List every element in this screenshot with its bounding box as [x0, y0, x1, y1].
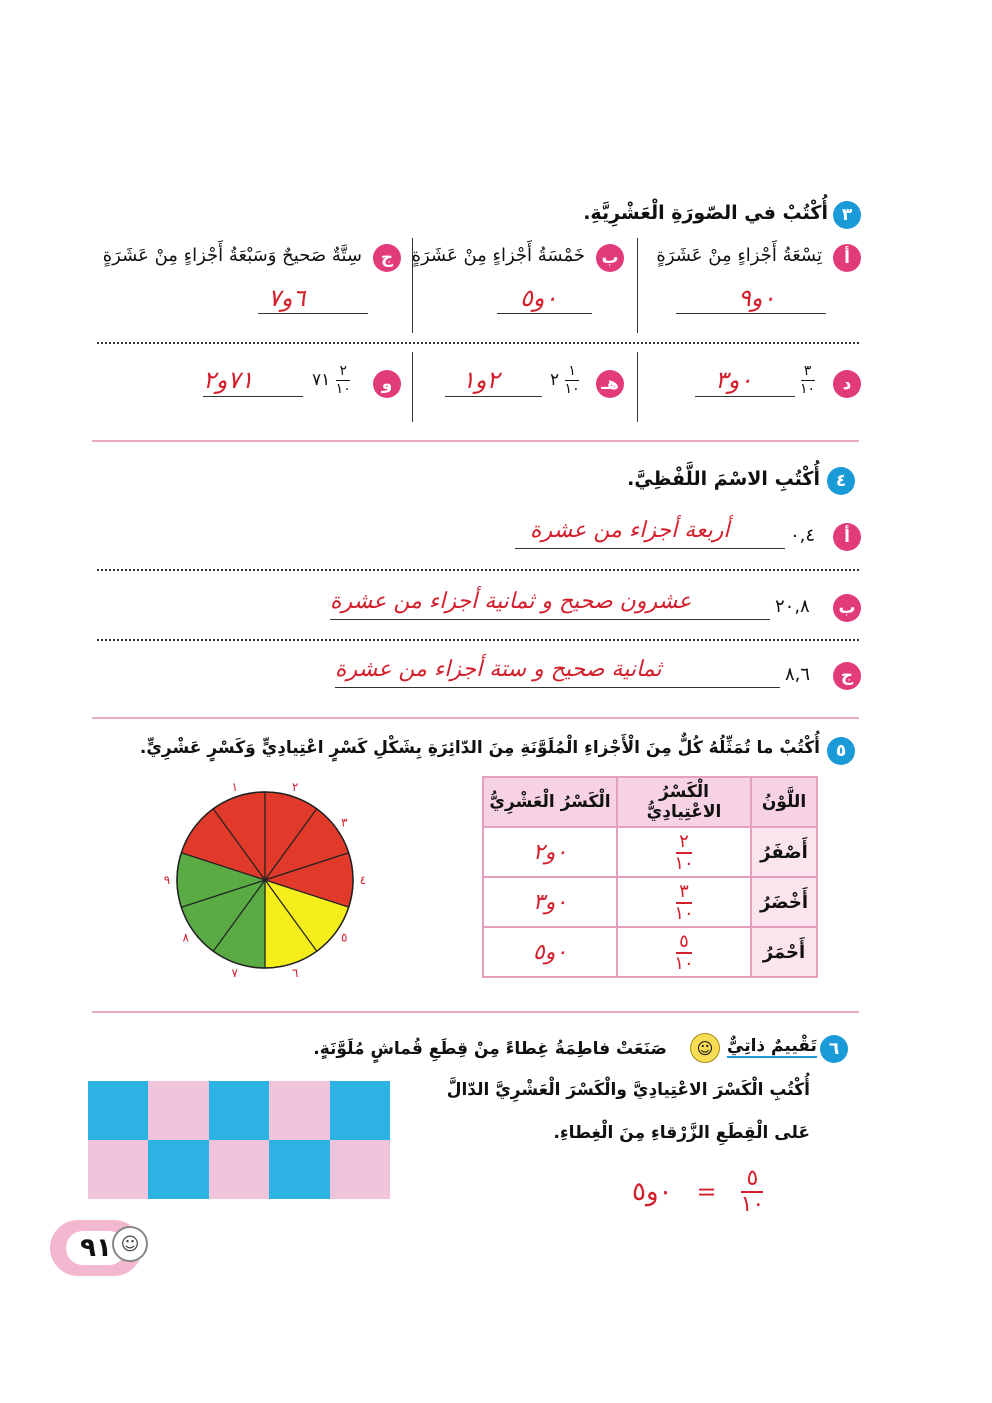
table-header-row — [483, 777, 817, 827]
fabric-square — [269, 1081, 329, 1140]
q4-item-c-value: ٨,٦ — [785, 664, 811, 685]
q4-item-a-value: ٠,٤ — [790, 525, 816, 546]
q3-item-c-answer: ٦و٧ — [268, 284, 306, 312]
column-separator — [637, 352, 638, 422]
fabric-square — [269, 1140, 329, 1199]
row-common-fraction: ٢ ١٠ — [617, 827, 751, 877]
q3-item-a-answer: ٠و٩ — [738, 284, 776, 312]
q3-item-d-answer: ٠و٣ — [715, 366, 753, 394]
pie-count-mark: ٨ — [182, 930, 189, 945]
q6-answer-fraction: ٥ ١٠ — [740, 1166, 765, 1217]
column-separator — [637, 238, 638, 333]
pie-count-mark: ٦ — [292, 966, 299, 980]
fabric-square — [148, 1081, 208, 1140]
q3-item-f-answer: ٧١و٢ — [203, 366, 254, 394]
section-divider — [92, 717, 859, 719]
row-decimal: ٠و٥ — [483, 927, 617, 977]
q3-item-c-letter: ج — [373, 244, 401, 272]
q4-item-a-letter: أ — [833, 523, 861, 551]
fabric-square — [330, 1081, 390, 1140]
header-color: اللَّوْنُ — [751, 777, 817, 827]
q3-item-f-answer-line — [203, 396, 303, 397]
fabric-square — [148, 1140, 208, 1199]
q4-item-c-letter: ج — [833, 662, 861, 690]
table-row — [483, 927, 817, 977]
page-number: ٩١ — [66, 1231, 126, 1265]
q4-item-b-letter: ب — [833, 594, 861, 622]
fabric-square — [330, 1140, 390, 1199]
q3-item-a-answer-line — [676, 313, 826, 314]
q6-answer-equals: = — [696, 1178, 717, 1206]
pie-count-mark: ٤ — [359, 873, 367, 887]
q3-item-c-answer-line — [258, 313, 368, 314]
q3-item-e-answer: ٢و١ — [462, 366, 500, 394]
dotted-separator — [97, 639, 859, 641]
thinking-face-icon: ☺ — [690, 1033, 720, 1063]
fabric-square — [88, 1140, 148, 1199]
q5-table — [482, 776, 818, 978]
row-decimal: ٠و٣ — [483, 877, 617, 927]
smiley-clock-icon: ☺ — [112, 1226, 148, 1262]
q3-item-d-fraction: $\frac{٣}{١٠}$ — [800, 363, 816, 397]
table-row — [483, 877, 817, 927]
q4-item-c-answer-line — [335, 687, 780, 688]
row-common-fraction: ٥ ١٠ — [617, 927, 751, 977]
q3-item-f-fraction: $\frac{٢}{١٠}$ ٧١ — [312, 363, 351, 397]
row-color: أَحْمَرُ — [751, 927, 817, 977]
header-common-fraction: الْكَسْرُ الاعْتِيادِيُّ — [617, 777, 751, 827]
pie-count-mark: ٧ — [231, 966, 238, 980]
question-3-title: أُكْتُبْ في الصّورَةِ الْعَشْرِيَّةِ. — [583, 202, 828, 224]
q6-fabric-cover — [88, 1081, 390, 1199]
q3-item-a-letter: أ — [833, 244, 861, 272]
q3-item-e-letter: هـ — [596, 370, 624, 398]
q3-item-f-letter: و — [373, 370, 401, 398]
row-decimal: ٠و٢ — [483, 827, 617, 877]
q3-item-c-label: سِتَّةٌ صَحيحٌ وَسَبْعَةُ أَجْزاءٍ مِنْ عَشَرَةٍ — [102, 245, 362, 266]
q3-item-d-answer-line — [695, 396, 795, 397]
q5-pie-chart — [160, 770, 375, 980]
q4-item-c-answer: ثمانية صحيح و ستة أجزاء من عشرة — [335, 657, 662, 682]
row-color: أَصْفَرُ — [751, 827, 817, 877]
fabric-square — [88, 1081, 148, 1140]
question-3-badge: ٣ — [833, 201, 861, 229]
column-separator — [412, 352, 413, 422]
q4-item-a-answer: أربعة أجزاء من عشرة — [530, 518, 730, 543]
pie-count-mark: ٢ — [292, 779, 299, 794]
q4-item-b-answer: عشرون صحيح و ثمانية أجزاء من عشرة — [330, 589, 692, 614]
q3-item-b-letter: ب — [596, 244, 624, 272]
q6-intro: صَنَعَتْ فاطِمَةُ غِطاءً مِنْ قِطَعِ قُماشٍ مُلَوَّنَةٍ. — [313, 1039, 667, 1059]
question-5-title: أُكْتُبْ ما تُمَثِّلُهُ كُلٌّ مِنَ الْأَجْزاءِ الْمُلَوَّنَةِ مِنَ الدّائِرَةِ بِشَكْلِ كَسْرٍ اعْتِيادِيٍّ وَكَسْرٍ عَشْرِيٍّ. — [139, 738, 820, 758]
header-decimal-fraction: الْكَسْرُ الْعَشْرِيُّ — [483, 777, 617, 827]
q6-instruction-line1: أُكْتُبِ الْكَسْرَ الاعْتِيادِيَّ والْكَسْرَ الْعَشْرِيَّ الدّالَّ — [446, 1080, 810, 1100]
table-row — [483, 827, 817, 877]
q6-answer — [632, 1168, 764, 1216]
row-common-fraction: ٣ ١٠ — [617, 877, 751, 927]
dotted-separator — [97, 342, 859, 344]
dotted-separator — [97, 569, 859, 571]
section-divider — [92, 1011, 859, 1013]
question-6-badge: ٦ — [820, 1035, 848, 1063]
pie-count-mark: ٥ — [341, 930, 348, 945]
section-divider — [92, 440, 859, 442]
fabric-square — [209, 1140, 269, 1199]
q6-answer-decimal: ٠و٥ — [632, 1177, 673, 1207]
q4-item-b-answer-line — [330, 619, 770, 620]
q3-item-e-answer-line — [445, 396, 542, 397]
pie-count-mark: ٩ — [163, 873, 171, 887]
q6-instruction-line2: عَلى الْقِطَعِ الزَّرْقاءِ مِنَ الْغِطاءِ. — [553, 1123, 810, 1143]
q3-item-b-answer-line — [497, 313, 592, 314]
q3-item-e-fraction: $\frac{١}{١٠}$ ٢ — [550, 363, 580, 397]
column-separator — [412, 238, 413, 333]
q4-item-b-value: ٢٠,٨ — [775, 596, 810, 617]
q3-item-b-answer: ٠و٥ — [520, 284, 558, 312]
q3-item-d-letter: د — [833, 370, 861, 398]
question-4-badge: ٤ — [827, 467, 855, 495]
pie-count-mark: ١ — [231, 779, 238, 794]
question-5-badge: ٥ — [827, 737, 855, 765]
q3-item-b-label: خَمْسَةُ أَجْزاءٍ مِنْ عَشَرَةٍ — [411, 245, 585, 266]
fabric-square — [209, 1081, 269, 1140]
self-assessment-tag: تَقْييمٌ ذاتِيٌّ — [727, 1036, 817, 1056]
row-color: أَخْضَرُ — [751, 877, 817, 927]
question-4-title: أُكْتُبِ الاسْمَ اللَّفْظِيَّ. — [627, 468, 820, 490]
q3-item-a-label: تِسْعَةُ أَجْزاءٍ مِنْ عَشَرَةٍ — [656, 245, 822, 266]
pie-count-mark: ٣ — [341, 815, 348, 830]
q4-item-a-answer-line — [515, 548, 785, 549]
